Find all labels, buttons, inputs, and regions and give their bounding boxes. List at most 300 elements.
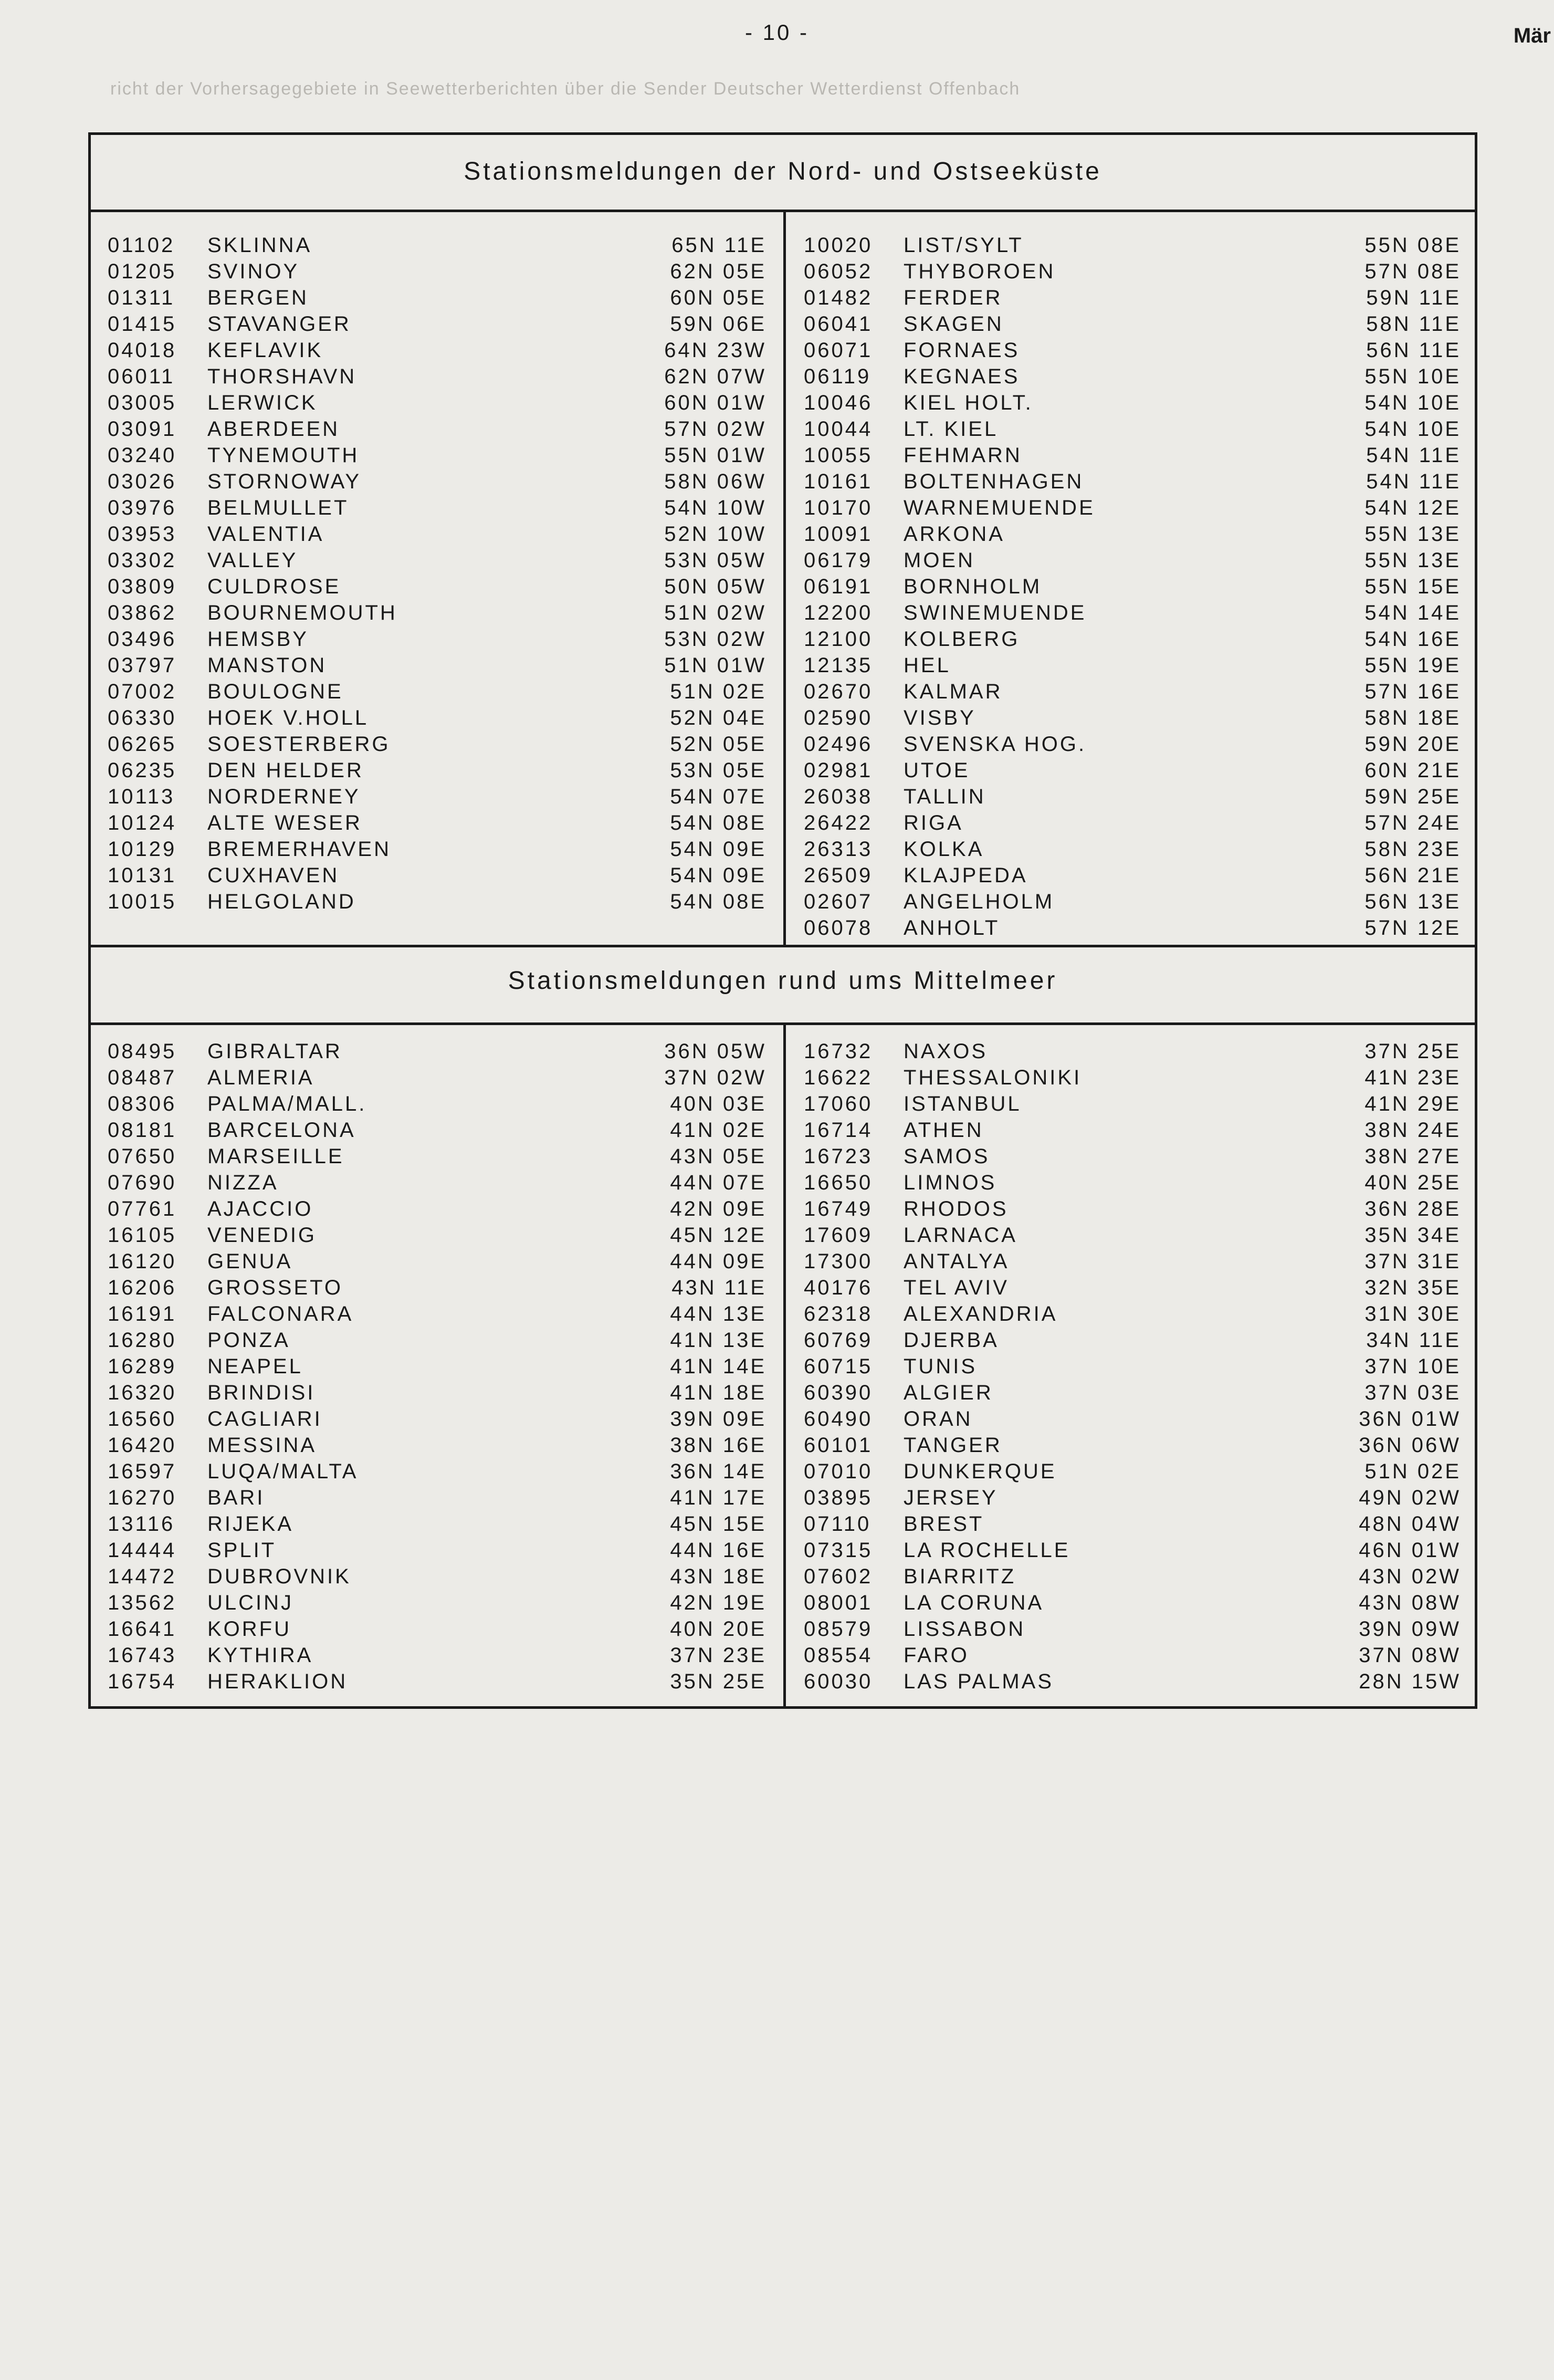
station-coordinates: 36N 05W: [664, 1040, 766, 1063]
station-row: [108, 652, 766, 678]
station-name: LA CORUNA: [904, 1591, 1044, 1614]
station-code: 13116: [108, 1512, 175, 1536]
station-row: [108, 731, 766, 757]
station-code: 16732: [804, 1040, 873, 1063]
station-name: VENEDIG: [207, 1224, 317, 1247]
station-code: 06235: [108, 759, 177, 782]
station-code: 60390: [804, 1381, 873, 1404]
station-row: [804, 258, 1461, 285]
station-name: LAS PALMAS: [904, 1670, 1054, 1693]
station-name: CULDROSE: [207, 575, 341, 598]
station-coordinates: 31N 30E: [1364, 1302, 1461, 1325]
station-code: 26422: [804, 811, 873, 834]
station-coordinates: 57N 12E: [1364, 916, 1461, 940]
page-number: - 10 -: [744, 20, 810, 45]
station-code: 07650: [108, 1145, 177, 1168]
station-coordinates: 36N 01W: [1359, 1407, 1461, 1431]
station-coordinates: 44N 09E: [670, 1250, 766, 1273]
station-row: [108, 836, 766, 862]
station-code: 06078: [804, 916, 873, 940]
station-name: LARNACA: [904, 1224, 1017, 1247]
station-row: [804, 1432, 1461, 1458]
station-coordinates: 55N 13E: [1364, 523, 1461, 546]
station-coordinates: 54N 10E: [1364, 417, 1461, 441]
station-coordinates: 53N 05E: [670, 759, 766, 782]
station-coordinates: 54N 16E: [1364, 628, 1461, 651]
station-code: 10055: [804, 444, 873, 467]
station-name: BELMULLET: [207, 496, 349, 519]
station-row: [804, 652, 1461, 678]
station-coordinates: 51N 02E: [670, 680, 766, 703]
station-code: 16723: [804, 1145, 873, 1168]
station-name: VISBY: [904, 706, 976, 729]
station-coordinates: 55N 08E: [1364, 234, 1461, 257]
station-name: HOEK V.HOLL: [207, 706, 369, 729]
station-code: 16714: [804, 1119, 873, 1142]
station-coordinates: 36N 28E: [1364, 1197, 1461, 1220]
station-row: [804, 757, 1461, 784]
station-row: [108, 1668, 766, 1695]
station-code: 40176: [804, 1276, 873, 1299]
station-code: 02607: [804, 890, 873, 913]
station-coordinates: 51N 01W: [664, 654, 766, 677]
station-coordinates: 54N 07E: [670, 785, 766, 808]
station-coordinates: 43N 18E: [670, 1565, 766, 1588]
station-code: 07110: [804, 1512, 872, 1536]
station-name: NEAPEL: [207, 1355, 303, 1378]
station-coordinates: 37N 08W: [1359, 1644, 1461, 1667]
station-code: 03302: [108, 549, 177, 572]
station-coordinates: 43N 02W: [1359, 1565, 1461, 1588]
station-coordinates: 56N 13E: [1364, 890, 1461, 913]
station-name: SKAGEN: [904, 312, 1004, 336]
station-coordinates: 57N 24E: [1364, 811, 1461, 834]
station-name: FARO: [904, 1644, 969, 1667]
station-coordinates: 58N 06W: [664, 470, 766, 493]
station-row: [108, 1380, 766, 1406]
station-name: MANSTON: [207, 654, 327, 677]
station-list-left: [108, 232, 766, 915]
station-name: KEFLAVIK: [207, 339, 323, 362]
station-code: 06071: [804, 339, 873, 362]
station-name: BARCELONA: [207, 1119, 356, 1142]
station-code: 01482: [804, 286, 873, 309]
station-code: 60030: [804, 1670, 873, 1693]
station-coordinates: 58N 23E: [1364, 838, 1461, 861]
station-name: UTOE: [904, 759, 970, 782]
station-coordinates: 51N 02E: [1364, 1460, 1461, 1483]
station-coordinates: 59N 20E: [1364, 733, 1461, 756]
station-coordinates: 52N 04E: [670, 706, 766, 729]
station-code: 03240: [108, 444, 177, 467]
station-name: LUQA/MALTA: [207, 1460, 359, 1483]
station-name: GENUA: [207, 1250, 293, 1273]
station-code: 10124: [108, 811, 177, 834]
station-row: [804, 1222, 1461, 1248]
station-name: DUNKERQUE: [904, 1460, 1057, 1483]
station-coordinates: 44N 16E: [670, 1539, 766, 1562]
station-coordinates: 40N 20E: [670, 1617, 766, 1641]
station-code: 10129: [108, 838, 177, 861]
station-row: [804, 1327, 1461, 1353]
station-code: 03005: [108, 391, 177, 414]
station-name: WARNEMUENDE: [904, 496, 1095, 519]
station-row: [804, 1170, 1461, 1196]
station-coordinates: 41N 18E: [670, 1381, 766, 1404]
station-row: [804, 337, 1461, 363]
station-code: 60769: [804, 1329, 873, 1352]
station-row: [108, 285, 766, 311]
station-coordinates: 41N 17E: [670, 1486, 766, 1509]
station-coordinates: 64N 23W: [664, 339, 766, 362]
station-code: 06265: [108, 733, 177, 756]
station-row: [108, 1301, 766, 1327]
station-row: [804, 1038, 1461, 1064]
station-name: ULCINJ: [207, 1591, 294, 1614]
station-name: NIZZA: [207, 1171, 279, 1194]
station-code: 10046: [804, 391, 873, 414]
section-title-north-baltic: Stationsmeldungen der Nord- und Ostseeküste: [464, 158, 1102, 185]
station-code: 08181: [108, 1119, 177, 1142]
station-code: 60101: [804, 1434, 873, 1457]
station-row: [804, 442, 1461, 468]
station-coordinates: 35N 25E: [670, 1670, 766, 1693]
station-row: [108, 547, 766, 573]
station-code: 26509: [804, 864, 873, 887]
station-name: THESSALONIKI: [904, 1066, 1082, 1089]
station-row: [804, 1117, 1461, 1143]
station-row: [804, 521, 1461, 547]
station-code: 16743: [108, 1644, 177, 1667]
station-coordinates: 54N 12E: [1364, 496, 1461, 519]
station-code: 06119: [804, 365, 872, 388]
station-coordinates: 53N 02W: [664, 628, 766, 651]
station-name: HELGOLAND: [207, 890, 356, 913]
station-row: [804, 495, 1461, 521]
station-row: [804, 1485, 1461, 1511]
station-name: BOURNEMOUTH: [207, 601, 397, 624]
station-coordinates: 40N 03E: [670, 1092, 766, 1115]
station-name: ANGELHOLM: [904, 890, 1055, 913]
station-row: [108, 1091, 766, 1117]
station-row: [804, 1275, 1461, 1301]
station-row: [804, 1458, 1461, 1485]
station-name: KORFU: [207, 1617, 291, 1641]
station-row: [804, 836, 1461, 862]
station-coordinates: 38N 24E: [1364, 1119, 1461, 1142]
station-coordinates: 38N 27E: [1364, 1145, 1461, 1168]
station-coordinates: 62N 07W: [664, 365, 766, 388]
station-name: TYNEMOUTH: [207, 444, 360, 467]
station-code: 08554: [804, 1644, 873, 1667]
station-row: [108, 862, 766, 889]
station-coordinates: 42N 09E: [670, 1197, 766, 1220]
station-row: [804, 232, 1461, 258]
station-coordinates: 56N 21E: [1364, 864, 1461, 887]
station-name: ABERDEEN: [207, 417, 340, 441]
station-name: FEHMARN: [904, 444, 1022, 467]
station-name: HEL: [904, 654, 951, 677]
station-name: BRINDISI: [207, 1381, 316, 1404]
station-code: 07602: [804, 1565, 873, 1588]
station-code: 17300: [804, 1250, 873, 1273]
station-row: [108, 705, 766, 731]
station-row: [108, 311, 766, 337]
station-name: ALTE WESER: [207, 811, 362, 834]
station-name: TUNIS: [904, 1355, 977, 1378]
station-name: LERWICK: [207, 391, 318, 414]
station-code: 60715: [804, 1355, 873, 1378]
station-name: RIJEKA: [207, 1512, 294, 1536]
station-code: 03496: [108, 628, 177, 651]
station-coordinates: 57N 08E: [1364, 260, 1461, 283]
station-code: 60490: [804, 1407, 873, 1431]
station-code: 17060: [804, 1092, 873, 1115]
station-name: ORAN: [904, 1407, 973, 1431]
station-code: 16270: [108, 1486, 177, 1509]
station-row: [804, 1143, 1461, 1170]
station-name: SOESTERBERG: [207, 733, 391, 756]
station-coordinates: 45N 12E: [670, 1224, 766, 1247]
station-code: 16597: [108, 1460, 177, 1483]
station-coordinates: 62N 05E: [670, 260, 766, 283]
station-code: 16641: [108, 1617, 177, 1641]
station-name: KALMAR: [904, 680, 1003, 703]
station-coordinates: 41N 13E: [670, 1329, 766, 1352]
station-name: KIEL HOLT.: [904, 391, 1033, 414]
station-row: [108, 1143, 766, 1170]
station-name: HEMSBY: [207, 628, 309, 651]
station-code: 02981: [804, 759, 873, 782]
station-row: [108, 1563, 766, 1590]
station-name: JERSEY: [904, 1486, 998, 1509]
station-name: VALLEY: [207, 549, 298, 572]
station-coordinates: 55N 19E: [1364, 654, 1461, 677]
station-coordinates: 38N 16E: [670, 1434, 766, 1457]
station-row: [108, 258, 766, 285]
station-row: [804, 1091, 1461, 1117]
station-code: 08487: [108, 1066, 177, 1089]
station-name: CUXHAVEN: [207, 864, 340, 887]
station-code: 12135: [804, 654, 873, 677]
station-name: ISTANBUL: [904, 1092, 1022, 1115]
station-name: ALGIER: [904, 1381, 993, 1404]
station-code: 03091: [108, 417, 177, 441]
station-coordinates: 44N 13E: [670, 1302, 766, 1325]
station-name: KOLBERG: [904, 628, 1020, 651]
station-row: [108, 1590, 766, 1616]
station-name: AJACCIO: [207, 1197, 313, 1220]
station-row: [108, 521, 766, 547]
station-coordinates: 28N 15W: [1359, 1670, 1461, 1693]
station-coordinates: 54N 11E: [1366, 444, 1461, 467]
station-row: [108, 1248, 766, 1275]
station-name: LIMNOS: [904, 1171, 997, 1194]
station-row: [108, 1222, 766, 1248]
station-coordinates: 57N 02W: [664, 417, 766, 441]
station-row: [108, 1458, 766, 1485]
station-coordinates: 41N 14E: [670, 1355, 766, 1378]
station-row: [804, 626, 1461, 652]
station-code: 16120: [108, 1250, 177, 1273]
station-code: 10020: [804, 234, 873, 257]
station-code: 17609: [804, 1224, 873, 1247]
station-row: [108, 1432, 766, 1458]
station-row: [804, 416, 1461, 442]
station-code: 08495: [108, 1040, 177, 1063]
station-code: 06191: [804, 575, 873, 598]
station-row: [804, 468, 1461, 495]
station-row: [108, 810, 766, 836]
station-code: 01311: [108, 286, 175, 309]
station-name: FORNAES: [904, 339, 1020, 362]
station-coordinates: 46N 01W: [1359, 1539, 1461, 1562]
station-row: [108, 626, 766, 652]
station-code: 03953: [108, 523, 177, 546]
station-coordinates: 41N 29E: [1364, 1092, 1461, 1115]
station-coordinates: 50N 05W: [664, 575, 766, 598]
station-coordinates: 54N 09E: [670, 864, 766, 887]
station-name: GIBRALTAR: [207, 1040, 342, 1063]
station-code: 02590: [804, 706, 873, 729]
station-name: FALCONARA: [207, 1302, 354, 1325]
station-row: [108, 1170, 766, 1196]
station-row: [108, 1537, 766, 1563]
station-row: [804, 1668, 1461, 1695]
station-coordinates: 34N 11E: [1366, 1329, 1461, 1352]
station-row: [804, 889, 1461, 915]
station-coordinates: 37N 10E: [1364, 1355, 1461, 1378]
station-name: CAGLIARI: [207, 1407, 322, 1431]
station-list-right: [804, 232, 1461, 941]
station-code: 10170: [804, 496, 873, 519]
station-name: KOLKA: [904, 838, 984, 861]
station-name: MOEN: [904, 549, 975, 572]
station-code: 10131: [108, 864, 177, 887]
station-code: 16191: [108, 1302, 177, 1325]
station-coordinates: 39N 09W: [1359, 1617, 1461, 1641]
station-name: SVINOY: [207, 260, 300, 283]
station-code: 16280: [108, 1329, 177, 1352]
station-code: 03797: [108, 654, 177, 677]
station-name: STORNOWAY: [207, 470, 362, 493]
station-code: 10113: [108, 785, 175, 808]
station-code: 01102: [108, 234, 175, 257]
station-code: 03026: [108, 470, 177, 493]
station-coordinates: 39N 09E: [670, 1407, 766, 1431]
station-code: 03976: [108, 496, 177, 519]
station-name: RHODOS: [904, 1197, 1009, 1220]
station-coordinates: 36N 06W: [1359, 1434, 1461, 1457]
station-row: [804, 390, 1461, 416]
station-row: [108, 1616, 766, 1642]
station-coordinates: 32N 35E: [1364, 1276, 1461, 1299]
station-name: TANGER: [904, 1434, 1002, 1457]
station-code: 16320: [108, 1381, 177, 1404]
station-code: 16749: [804, 1197, 873, 1220]
station-code: 26313: [804, 838, 873, 861]
station-code: 08001: [804, 1591, 873, 1614]
station-row: [804, 600, 1461, 626]
station-code: 10161: [804, 470, 873, 493]
station-code: 16289: [108, 1355, 177, 1378]
station-coordinates: 37N 03E: [1364, 1381, 1461, 1404]
station-coordinates: 60N 01W: [664, 391, 766, 414]
station-coordinates: 54N 08E: [670, 811, 766, 834]
station-coordinates: 54N 10E: [1364, 391, 1461, 414]
station-code: 14472: [108, 1565, 177, 1588]
station-row: [804, 285, 1461, 311]
station-row: [108, 390, 766, 416]
station-name: KEGNAES: [904, 365, 1020, 388]
station-row: [804, 311, 1461, 337]
station-row: [108, 1117, 766, 1143]
station-coordinates: 54N 08E: [670, 890, 766, 913]
station-name: VALENTIA: [207, 523, 324, 546]
station-coordinates: 60N 05E: [670, 286, 766, 309]
station-code: 04018: [108, 339, 177, 362]
station-coordinates: 37N 25E: [1364, 1040, 1461, 1063]
station-code: 07002: [108, 680, 177, 703]
station-name: KYTHIRA: [207, 1644, 313, 1667]
edge-label: Mär: [1513, 24, 1551, 47]
station-name: LT. KIEL: [904, 417, 999, 441]
station-coordinates: 57N 16E: [1364, 680, 1461, 703]
station-row: [108, 1406, 766, 1432]
station-code: 07761: [108, 1197, 177, 1220]
station-code: 62318: [804, 1302, 873, 1325]
column-divider: [783, 210, 786, 945]
station-name: LISSABON: [904, 1617, 1026, 1641]
section-divider: [91, 210, 1475, 212]
station-coordinates: 36N 14E: [670, 1460, 766, 1483]
station-coordinates: 37N 23E: [670, 1644, 766, 1667]
station-name: THYBOROEN: [904, 260, 1056, 283]
column-divider: [783, 1022, 786, 1709]
station-name: ANHOLT: [904, 916, 1000, 940]
station-name: BIARRITZ: [904, 1565, 1016, 1588]
station-name: NAXOS: [904, 1040, 988, 1063]
station-code: 07690: [108, 1171, 177, 1194]
station-row: [108, 573, 766, 600]
station-name: NORDERNEY: [207, 785, 361, 808]
station-name: SPLIT: [207, 1539, 277, 1562]
station-coordinates: 40N 25E: [1364, 1171, 1461, 1194]
station-code: 06330: [108, 706, 177, 729]
station-code: 16754: [108, 1670, 177, 1693]
station-row: [108, 442, 766, 468]
station-row: [804, 915, 1461, 941]
station-coordinates: 43N 05E: [670, 1145, 766, 1168]
station-code: 06041: [804, 312, 873, 336]
station-coordinates: 59N 11E: [1366, 286, 1461, 309]
station-coordinates: 54N 11E: [1366, 470, 1461, 493]
station-row: [108, 468, 766, 495]
station-coordinates: 54N 14E: [1364, 601, 1461, 624]
station-name: MESSINA: [207, 1434, 317, 1457]
station-code: 12100: [804, 628, 873, 651]
station-coordinates: 37N 02W: [664, 1066, 766, 1089]
station-code: 01415: [108, 312, 177, 336]
station-code: 07315: [804, 1539, 873, 1562]
station-code: 08306: [108, 1092, 177, 1115]
station-row: [804, 1590, 1461, 1616]
station-name: THORSHAVN: [207, 365, 357, 388]
station-row: [804, 705, 1461, 731]
station-code: 02496: [804, 733, 873, 756]
station-coordinates: 43N 08W: [1359, 1591, 1461, 1614]
station-name: SWINEMUENDE: [904, 601, 1087, 624]
